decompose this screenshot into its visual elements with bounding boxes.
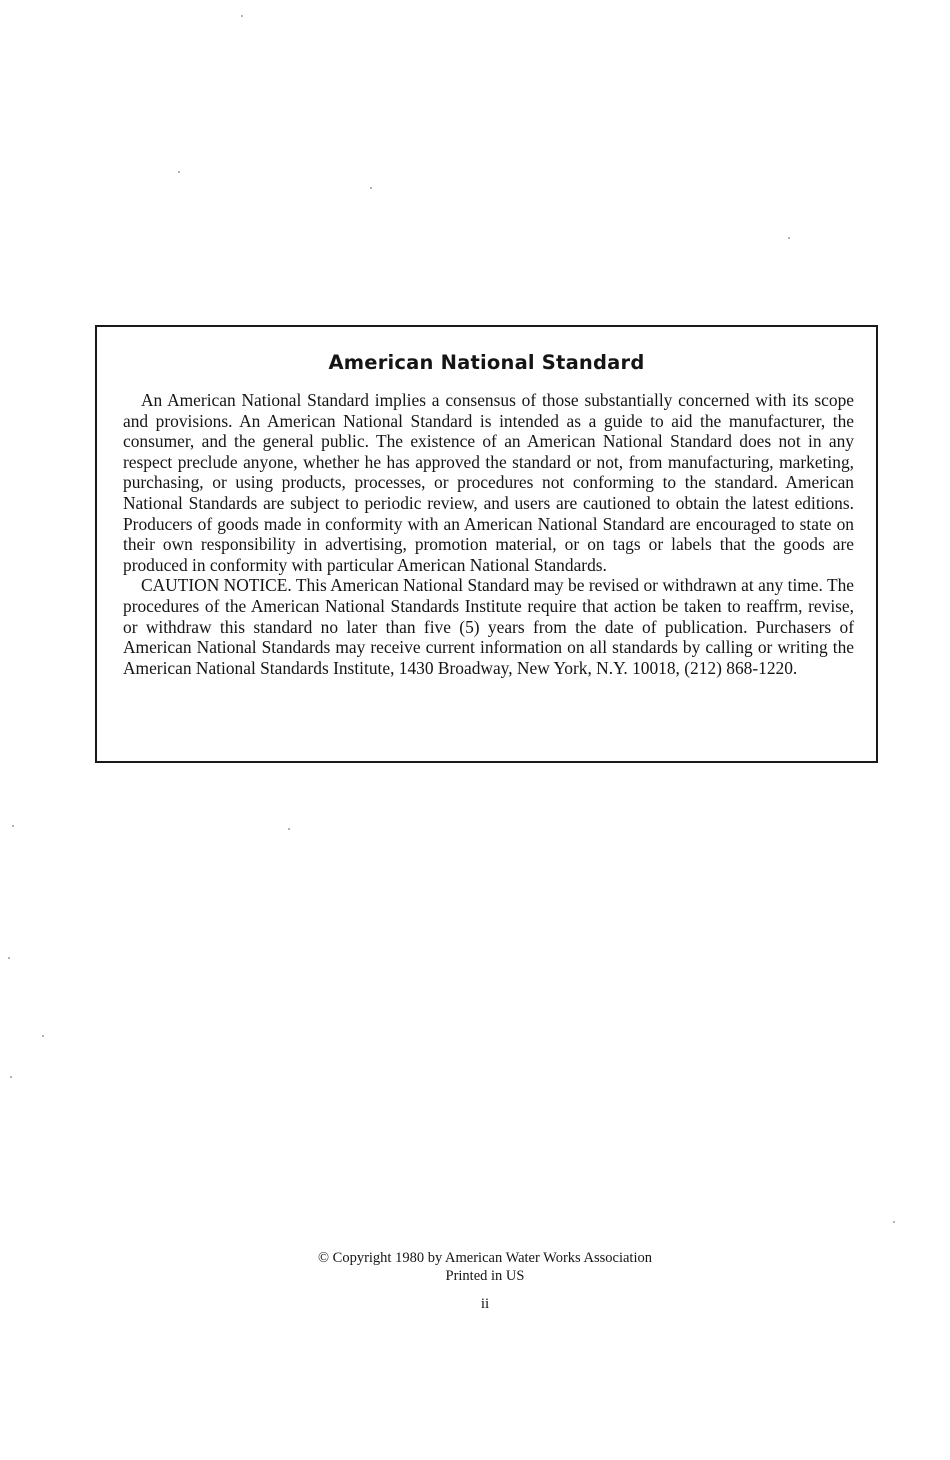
scan-speck: [893, 1221, 895, 1223]
printed-in-line: Printed in US: [445, 1268, 525, 1284]
consensus-paragraph: An American National Standard implies a consensus of those substantially concerned with its scope and provisions. An American National Standard is intended as a guide to aid the manufacturer, the consumer, and the general public. The existence of an American National Standard does not in any respect preclude anyone, whether he has approved the standard or not, from manufacturing, marketing, purchasing, or using products, processes, or procedures not conforming to the standard. American National Standards are subject to periodic review, and users are cautioned to obtain the latest editions. Producers of goods made in conformity with an American National Standard are encouraged to state on their own responsibility in advertising, promotion material, or on tags or labels that the goods are produced in conformity with particular American National Standards.: [123, 390, 854, 575]
scan-speck: [8, 957, 10, 959]
scan-speck: [241, 15, 243, 17]
notice-title: American National Standard: [328, 351, 645, 374]
notice-body: [123, 390, 854, 678]
scan-speck: [42, 1035, 44, 1037]
scan-speck: [288, 828, 290, 830]
scan-speck: [12, 825, 14, 827]
page-number: ii: [480, 1296, 490, 1312]
scan-speck: [178, 171, 180, 173]
scan-speck: [370, 187, 372, 189]
caution-notice-paragraph: CAUTION NOTICE. This American National Standard may be revised or withdrawn at any time. The procedures of the American National Standards Institute require that action be taken to reaffrm, revise, or withdraw this standard no later than five (5) years from the date of publication. Purchasers of American National Standards may receive current information on all standards by calling or writing the American National Standards Institute, 1430 Broadway, New York, N.Y. 10018, (212) 868-1220.: [123, 575, 854, 678]
scan-speck: [10, 1076, 12, 1078]
scan-speck: [788, 237, 790, 239]
standard-notice-box: [95, 325, 878, 763]
copyright-line: © Copyright 1980 by American Water Works Association: [318, 1250, 652, 1266]
